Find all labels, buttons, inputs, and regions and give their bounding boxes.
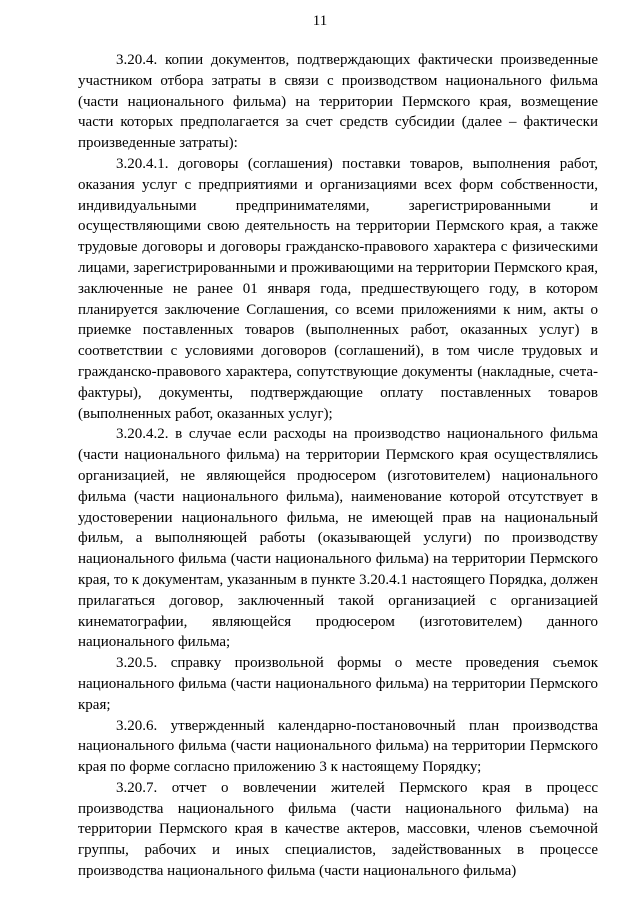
paragraph-3-20-5: 3.20.5. справку произвольной формы о месте проведения съемок национального фильма (части национального фильма) на территории Пермского края; — [78, 655, 598, 713]
page-number: 11 — [312, 13, 328, 29]
paragraph-3-20-4-1: 3.20.4.1. договоры (соглашения) поставки товаров, выполнения работ, оказания услуг с предприятиями и организациями всех форм собственности, индивидуальными предпринимателями, зарегистрированными и осуществляющими свою деятельность на территории Пермского края, а также трудовые договоры и договоры гражданско-правового характера с физическими лицами, зарегистрированными и проживающими на территории Пермского края, заключенные не ранее 01 января года, предшествующего году, в котором планируется заключение Соглашения, со всеми приложениями к ним, акты о приемке поставленных товаров (выполненных работ, оказанных услуг) в соответствии с условиями договоров (соглашений), в том числе трудовых и гражданско-правового характера, сопутствующие документы (накладные, счета-фактуры), документы, подтверждающие оплату поставленных товаров (выполненных работ, оказанных услуг); — [78, 155, 598, 422]
paragraph-3-20-7: 3.20.7. отчет о вовлечении жителей Пермского края в процесс производства национального фильма (части национального фильма) на территории Пермского края в качестве актеров, массовки, членов съемочной группы, рабочих и иных специалистов, задействованных в процессе производства национального фильма (части национального фильма) — [78, 779, 598, 880]
paragraph-3-20-6: 3.20.6. утвержденный календарно-постановочный план производства национального фильма (части национального фильма) на территории Пермского края по форме согласно приложению 3 к настоящему Порядку; — [78, 717, 598, 776]
paragraph-3-20-4-2: 3.20.4.2. в случае если расходы на производство национального фильма (части национального фильма) на территории Пермского края осуществлялись организацией, не являющейся продюсером (изготовителем) национального фильма (части национального фильма), наименование которой отсутствует в удостоверении национального фильма, не имеющей прав на национальный фильм, а выполняющей работы (оказывающей услуги) по производству национального фильма (части национального фильма) на территории Пермского края, то к документам, указанным в пункте 3.20.4.1 настоящего Порядка, должен прилагаться договор, заключенный такой организацией с организацией кинематографии, являющейся продюсером (изготовителем) данного национального фильма; — [78, 426, 598, 651]
document-body — [78, 50, 598, 882]
paragraph-3-20-4: 3.20.4. копии документов, подтверждающих фактически произведенные участником отбора затраты в связи с производством национального фильма (части национального фильма) на территории Пермского края, возмещение части которых предполагается за счет средств субсидии (далее – фактически произведенные затраты): — [78, 52, 598, 152]
